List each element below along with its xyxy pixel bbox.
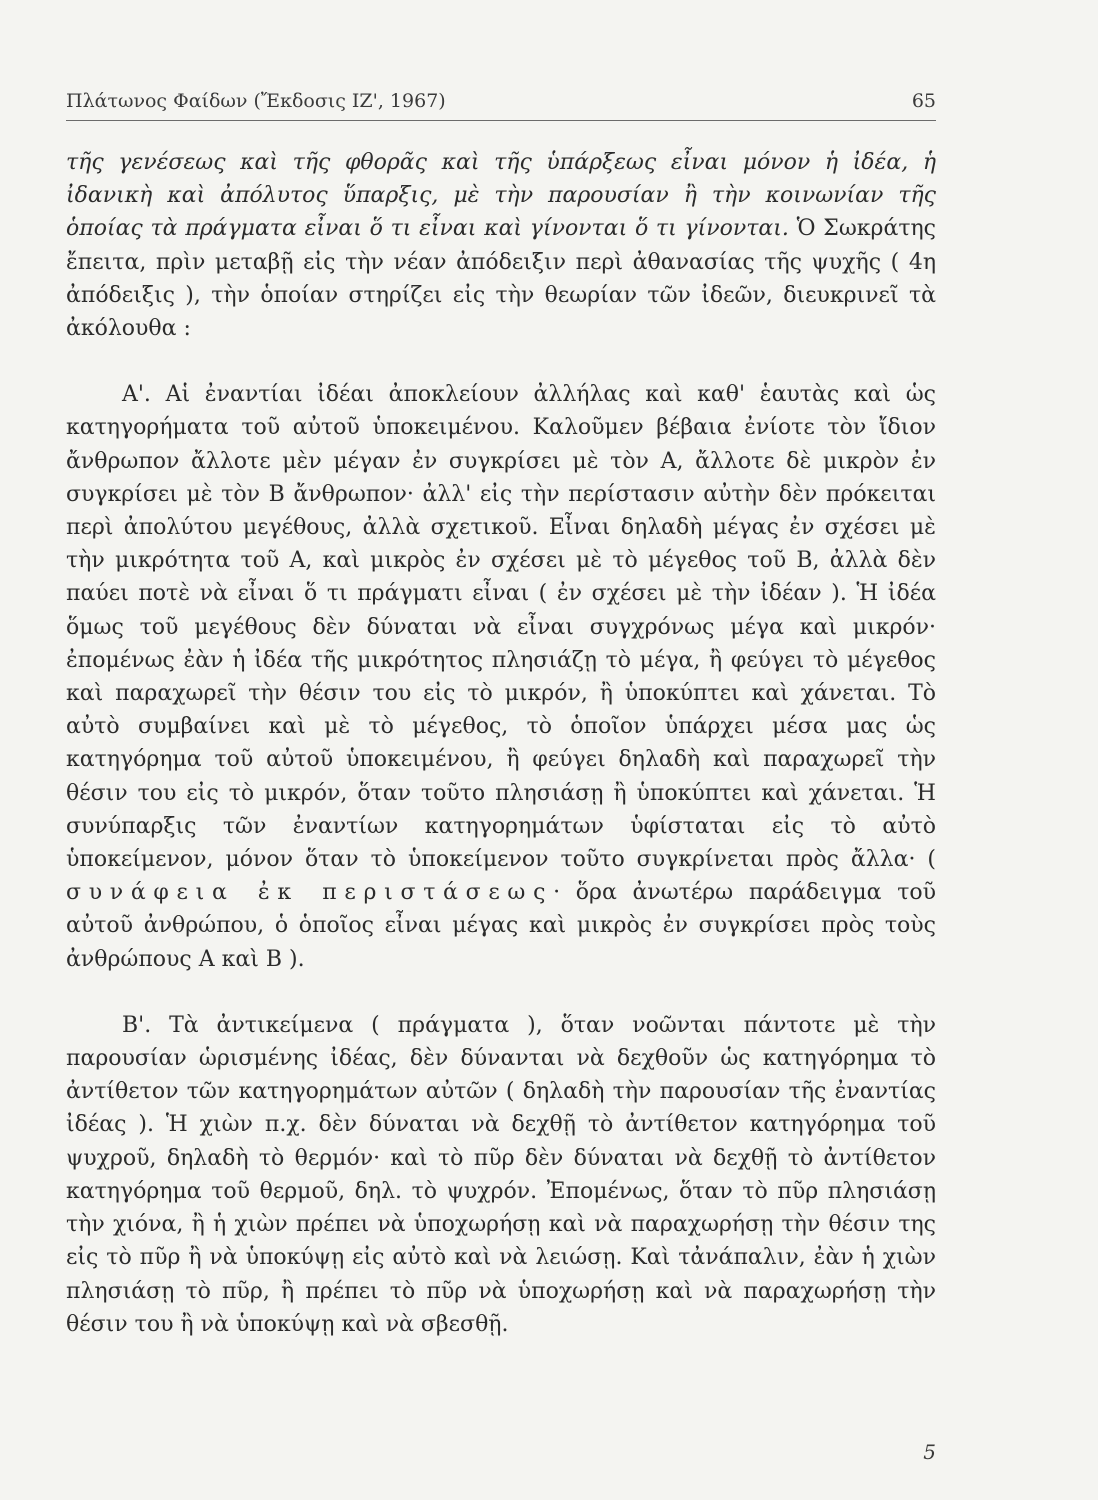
running-header [66, 90, 936, 121]
italic-passage: τῆς γενέσεως καὶ τῆς φθορᾶς καὶ τῆς ὑπάρξεως εἶναι μόνον ἡ ἰδέα, ἡ ἰδανικὴ καὶ ἀπόλυτος ὕπαρξις, μὲ τὴν παρουσίαν ἢ τὴν κοινωνίαν τῆς ὁποίας τὰ πράγματα εἶναι ὅ τι εἶναι καὶ γίνονται ὅ τι γίνονται. [66, 150, 936, 242]
signature-number: 5 [923, 1440, 936, 1464]
page-number: 65 [911, 90, 936, 112]
paragraph-beta: Β'. Τὰ ἀντικείμενα ( πράγματα ), ὅταν νοῶνται πάντοτε μὲ τὴν παρουσίαν ὡρισμένης ἰδέας, δὲν δύνανται νὰ δεχθοῦν ὡς κατηγόρημα τὸ ἀντίθετον τῶν κατηγορημάτων αὐτῶν ( δηλαδὴ τὴν παρουσίαν τῆς ἐναντίας ἰδέας ). Ἡ χιὼν π.χ. δὲν δύναται νὰ δεχθῇ τὸ ἀντίθετον κατηγόρημα τοῦ ψυχροῦ, δηλαδὴ τὸ θερμόν· καὶ τὸ πῦρ δὲν δύναται νὰ δεχθῇ τὸ ἀντίθετον κατηγόρημα τοῦ θερμοῦ, δηλ. τὸ ψυχρόν. Ἐπομένως, ὅταν τὸ πῦρ πλησιάσῃ τὴν χιόνα, ἢ ἡ χιὼν πρέπει νὰ ὑποχωρήσῃ καὶ νὰ παραχωρήσῃ τὴν θέσιν της εἰς τὸ πῦρ ἢ νὰ ὑποκύψῃ εἰς αὐτὸ καὶ νὰ λειώσῃ. Καὶ τἀνάπαλιν, ἐὰν ἡ χιὼν πλησιάσῃ τὸ πῦρ, ἢ πρέπει τὸ πῦρ νὰ ὑποχωρήσῃ καὶ νὰ παραχωρήσῃ τὴν θέσιν του ἢ νὰ ὑποκύψῃ καὶ νὰ σβεσθῇ. [66, 1012, 936, 1337]
paragraph-intro [66, 146, 936, 345]
body-text [66, 146, 936, 1341]
spaced-term: συνάφεια ἐκ περιστάσεως [66, 880, 554, 906]
intro-continuation: Ὁ Σωκράτης ἔπειτα, πρὶν μεταβῇ εἰς τὴν νέαν ἀπόδειξιν περὶ ἀθανασίας τῆς ψυχῆς ( 4η ἀπόδειξις ), τὴν ὁποίαν στηρίζει εἰς τὴν θεωρίαν τῶν ἰδεῶν, διευκρινεῖ τὰ ἀκόλουθα : [66, 216, 936, 342]
alpha-text: Α'. Αἱ ἐναντίαι ἰδέαι ἀποκλείουν ἀλλήλας καὶ καθ' ἑαυτὰς καὶ ὡς κατηγορήματα τοῦ αὐτοῦ ὑποκειμένου. Καλοῦμεν βέβαια ἐνίοτε τὸν ἴδιον ἄνθρωπον ἄλλοτε μὲν μέγαν ἐν συγκρίσει μὲ τὸν Α, ἄλλοτε δὲ μικρὸν ἐν συγκρίσει μὲ τὸν Β ἄνθρωπον· ἀλλ' εἰς τὴν περίστασιν αὐτὴν δὲν πρόκειται περὶ ἀπολύτου μεγέθους, ἀλλὰ σχετικοῦ. Εἶναι δηλαδὴ μέγας ἐν σχέσει μὲ τὴν μικρότητα τοῦ Α, καὶ μικρὸς ἐν σχέσει μὲ τὸ μέγεθος τοῦ Β, ἀλλὰ δὲν παύει ποτὲ νὰ εἶναι ὅ τι πράγματι εἶναι ( ἐν σχέσει μὲ τὴν ἰδέαν ). Ἡ ἰδέα ὅμως τοῦ μεγέθους δὲν δύναται νὰ εἶναι συγχρόνως μέγα καὶ μικρόν· ἐπομένως ἐὰν ἡ ἰδέα τῆς μικρότητος πλησιάζῃ τὸ μέγα, ἢ φεύγει τὸ μέγεθος καὶ παραχωρεῖ τὴν θέσιν του εἰς τὸ μικρόν, ἢ ὑποκύπτει καὶ χάνεται. Τὸ αὐτὸ συμβαίνει καὶ μὲ τὸ μέγεθος, τὸ ὁποῖον ὑπάρχει μέσα μας ὡς κατηγόρημα τοῦ αὐτοῦ ὑποκειμένου, ἢ φεύγει δηλαδὴ καὶ παραχωρεῖ τὴν θέσιν του εἰς τὸ μικρόν, ὅταν τοῦτο πλησιάσῃ ἢ ὑποκύπτει καὶ χάνεται. Ἡ συνύπαρξις τῶν ἐναντίων κατηγορημάτων ὑφίσταται εἰς τὸ αὐτὸ ὑποκείμενον, μόνον ὅταν τὸ ὑποκείμενον τοῦτο συγκρίνεται πρὸς ἄλλα· ( [66, 382, 936, 873]
paragraph-alpha [66, 378, 936, 976]
running-title: Πλάτωνος Φαίδων (Ἔκδοσις ΙΖ', 1967) [66, 90, 446, 112]
alpha-text-end: · ὅρα ἀνωτέρω παράδειγμα τοῦ αὐτοῦ ἀνθρώπου, ὁ ὁποῖος εἶναι μέγας καὶ μικρὸς ἐν συγκρίσει πρὸς τοὺς ἀνθρώπους Α καὶ Β ). [66, 880, 936, 972]
